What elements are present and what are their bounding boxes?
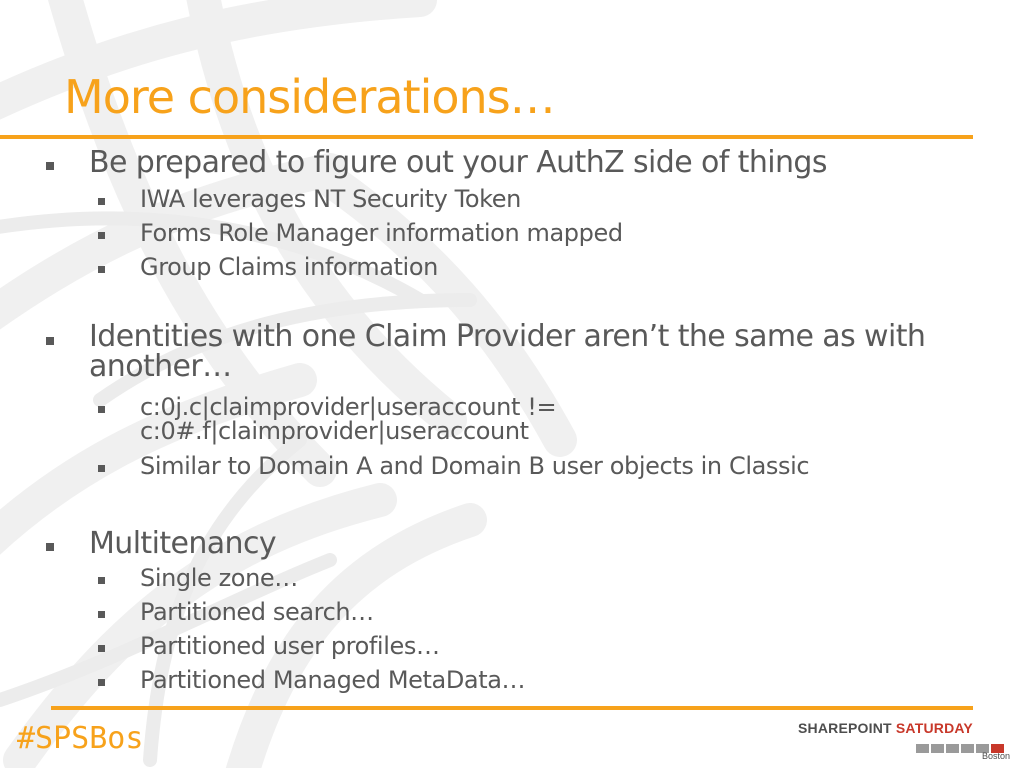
slide-title: More considerations… xyxy=(64,70,555,124)
sub-bullet-forms-role: Forms Role Manager information mapped xyxy=(140,219,623,247)
sub-bullet-claim-line2: c:0#.f|claimprovider|useraccount xyxy=(140,417,529,445)
bullet-identities-line1: Identities with one Claim Provider aren’t the same as with xyxy=(89,319,926,354)
sub-bullet-marker xyxy=(98,406,105,413)
sub-bullet-marker xyxy=(98,611,105,618)
footer-divider xyxy=(51,706,973,710)
bullet-marker xyxy=(46,162,54,170)
sub-bullet-marker xyxy=(98,645,105,652)
logo-city-text: Boston xyxy=(981,751,1010,761)
sub-bullet-domain-objects: Similar to Domain A and Domain B user objects in Classic xyxy=(140,452,810,480)
sub-bullet-partitioned-profiles: Partitioned user profiles… xyxy=(140,632,440,660)
event-hashtag: #SPSBos xyxy=(17,721,144,756)
logo-saturday-text: SATURDAY xyxy=(895,720,973,736)
logo-sharepoint-text: SHAREPOINT xyxy=(798,720,892,736)
bullet-multitenancy: Multitenancy xyxy=(89,526,277,561)
bullet-authz: Be prepared to figure out your AuthZ side of things xyxy=(89,145,827,180)
bullet-marker xyxy=(46,337,54,345)
sharepoint-saturday-logo xyxy=(798,720,1012,764)
sub-bullet-iwa: IWA leverages NT Security Token xyxy=(140,185,521,213)
bullet-identities-line2: another… xyxy=(89,349,232,384)
sub-bullet-marker xyxy=(98,198,105,205)
sub-bullet-marker xyxy=(98,232,105,239)
sub-bullet-partitioned-search: Partitioned search… xyxy=(140,598,374,626)
sub-bullet-marker xyxy=(98,465,105,472)
logo-wordmark xyxy=(798,720,973,736)
sub-bullet-claim-strings xyxy=(140,395,556,443)
sub-bullet-group-claims: Group Claims information xyxy=(140,253,438,281)
sub-bullet-marker xyxy=(98,679,105,686)
sub-bullet-single-zone: Single zone… xyxy=(140,564,298,592)
sub-bullet-claim-line1: c:0j.c|claimprovider|useraccount != xyxy=(140,393,557,421)
bullet-identities xyxy=(89,319,926,384)
sub-bullet-partitioned-mmd: Partitioned Managed MetaData… xyxy=(140,666,526,694)
bullet-marker xyxy=(46,543,54,551)
sub-bullet-marker xyxy=(98,577,105,584)
sub-bullet-marker xyxy=(98,266,105,273)
